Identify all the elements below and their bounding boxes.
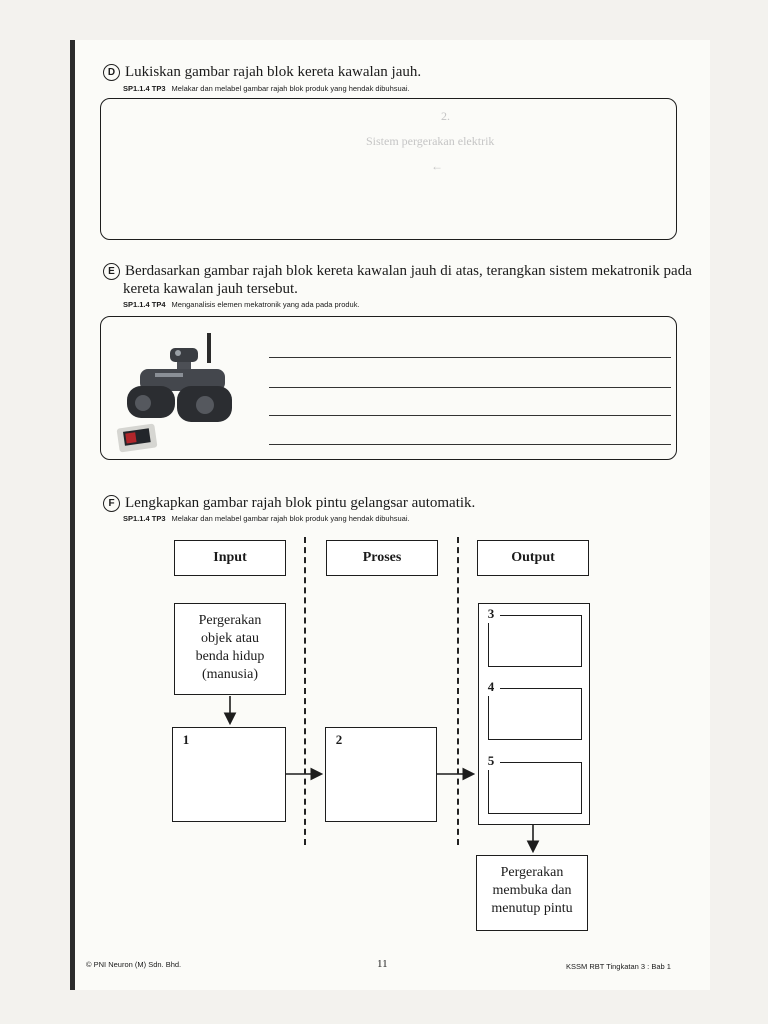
sp-d-code: SP1.1.4 TP3 xyxy=(123,84,166,93)
show-through-text: Sistem pergerakan elektrik xyxy=(366,134,495,148)
question-f-letter: F xyxy=(103,495,120,512)
final-text-line: menutup pintu xyxy=(491,901,573,916)
label-1: 1 xyxy=(177,731,195,749)
footer-page-number: 11 xyxy=(377,958,388,970)
footer-publisher: © PNI Neuron (M) Sdn. Bhd. xyxy=(86,960,182,969)
answer-box-5[interactable] xyxy=(488,762,582,814)
input-text-line: Pergerakan xyxy=(198,613,262,628)
label-3: 3 xyxy=(482,605,500,623)
question-e-line2: kereta kawalan jauh tersebut. xyxy=(123,280,298,297)
answer-box-3[interactable] xyxy=(488,615,582,667)
input-text-line: objek atau xyxy=(201,631,259,646)
show-through-text: 2. xyxy=(441,109,450,123)
final-output-box xyxy=(476,855,588,931)
header-output: Output xyxy=(477,540,589,576)
question-f-text: Lengkapkan gambar rajah blok pintu gelangsar automatik. xyxy=(125,494,476,511)
sp-e-text: Menganalisis elemen mekatronik yang ada pada produk. xyxy=(171,300,360,309)
question-d-text: Lukiskan gambar rajah blok kereta kawalan jauh. xyxy=(125,63,422,80)
final-text-line: Pergerakan xyxy=(500,865,564,880)
question-d-letter: D xyxy=(103,64,120,81)
question-e-line1: Berdasarkan gambar rajah blok kereta kawalan jauh di atas, terangkan sistem mekatronik pada xyxy=(125,262,692,279)
label-4: 4 xyxy=(482,678,500,696)
footer-book-title: KSSM RBT Tingkatan 3 : Bab 1 xyxy=(566,962,671,971)
input-text-line: benda hidup xyxy=(195,649,265,664)
show-through-text: ← xyxy=(431,159,443,173)
question-e-letter: E xyxy=(103,263,120,280)
answer-box-4[interactable] xyxy=(488,688,582,740)
label-5: 5 xyxy=(482,752,500,770)
header-process: Proses xyxy=(326,540,438,576)
sp-e-code: SP1.1.4 TP4 xyxy=(123,300,166,309)
header-input: Input xyxy=(174,540,286,576)
input-text-line: (manusia) xyxy=(202,667,258,682)
final-text-line: membuka dan xyxy=(492,883,572,898)
label-2: 2 xyxy=(330,731,348,749)
sp-f-code: SP1.1.4 TP3 xyxy=(123,514,166,523)
sp-d-text: Melakar dan melabel gambar rajah blok produk yang hendak dibuhsuai. xyxy=(171,84,410,93)
sp-f-text: Melakar dan melabel gambar rajah blok produk yang hendak dibuhsuai. xyxy=(171,514,410,523)
